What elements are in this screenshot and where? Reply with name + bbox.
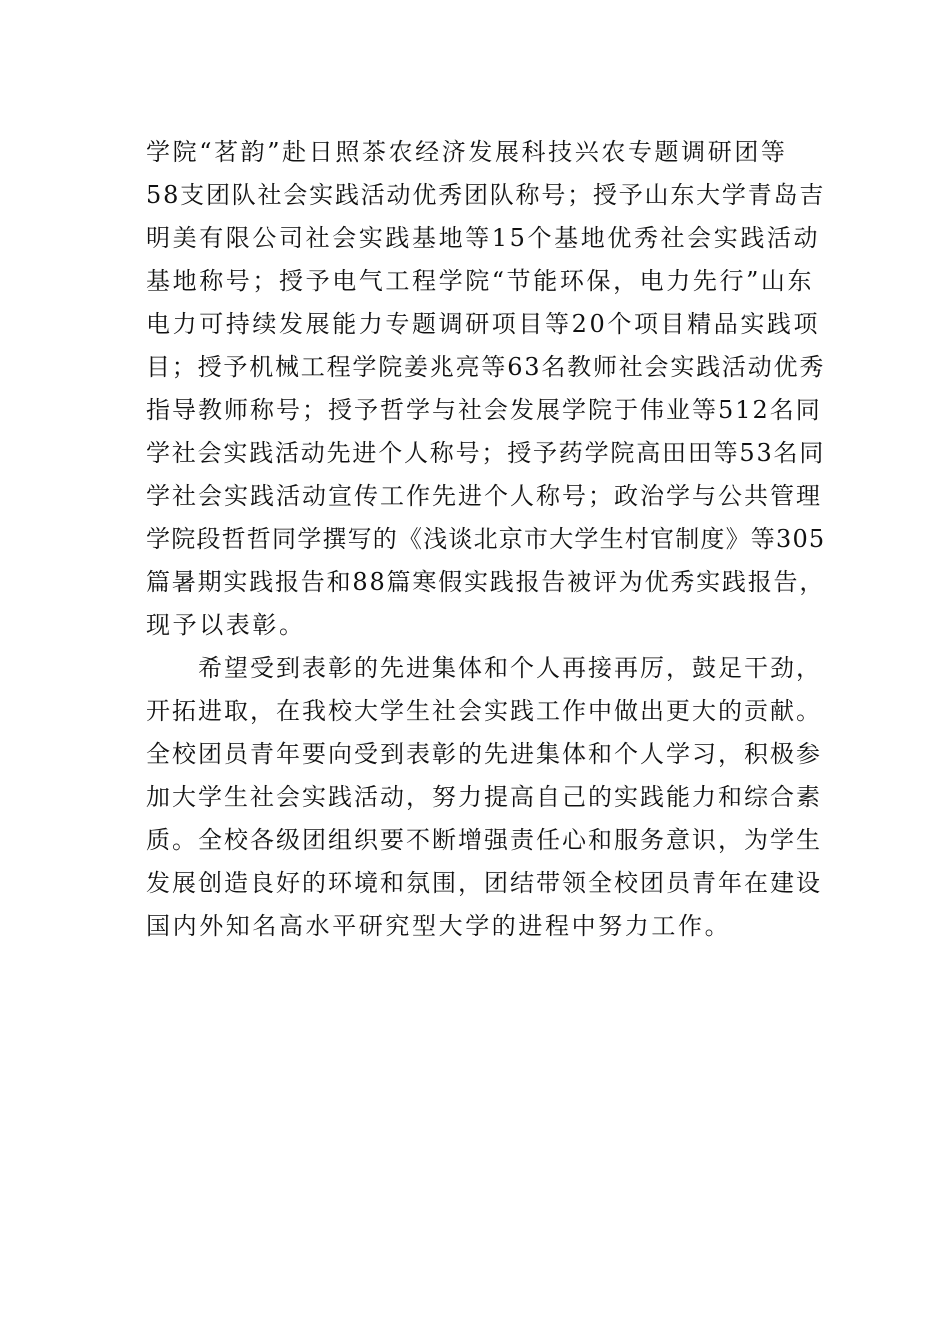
text-line-indented: 希望受到表彰的先进集体和个人再接再厉，鼓足干劲，	[198, 654, 822, 682]
text-line: 发展创造良好的环境和氛围，团结带领全校团员青年在建设	[146, 869, 822, 897]
text-line: 58支团队社会实践活动优秀团队称号；授予山东大学青岛吉	[146, 181, 826, 209]
text-line: 开拓进取，在我校大学生社会实践工作中做出更大的贡献。	[146, 697, 822, 725]
text-line: 基地称号；授予电气工程学院“节能环保，电力先行”山东	[146, 267, 815, 295]
text-line: 篇暑期实践报告和88篇寒假实践报告被评为优秀实践报告，	[146, 568, 826, 596]
paragraph-commendation-list	[146, 131, 826, 647]
text-line: 现予以表彰。	[146, 611, 306, 639]
text-line: 学社会实践活动宣传工作先进个人称号；政治学与公共管理	[146, 482, 822, 510]
text-line: 明美有限公司社会实践基地等15个基地优秀社会实践活动	[146, 224, 821, 252]
text-line: 学院“茗韵”赴日照茶农经济发展科技兴农专题调研团等	[146, 138, 788, 166]
text-line: 学院段哲哲同学撰写的《浅谈北京市大学生村官制度》等305	[146, 525, 826, 553]
document-body	[146, 131, 826, 948]
paragraph-closing-hopes	[146, 647, 826, 948]
text-line: 电力可持续发展能力专题调研项目等20个项目精品实践项	[146, 310, 821, 338]
text-line: 目；授予机械工程学院姜兆亮等63名教师社会实践活动优秀	[146, 353, 826, 381]
text-line: 全校团员青年要向受到表彰的先进集体和个人学习，积极参	[146, 740, 822, 768]
text-line: 学社会实践活动先进个人称号；授予药学院高田田等53名同	[146, 439, 826, 467]
text-line: 国内外知名高水平研究型大学的进程中努力工作。	[146, 912, 732, 940]
text-line: 加大学生社会实践活动，努力提高自己的实践能力和综合素	[146, 783, 822, 811]
text-line: 质。全校各级团组织要不断增强责任心和服务意识，为学生	[146, 826, 822, 854]
text-line: 指导教师称号；授予哲学与社会发展学院于伟业等512名同	[146, 396, 822, 424]
